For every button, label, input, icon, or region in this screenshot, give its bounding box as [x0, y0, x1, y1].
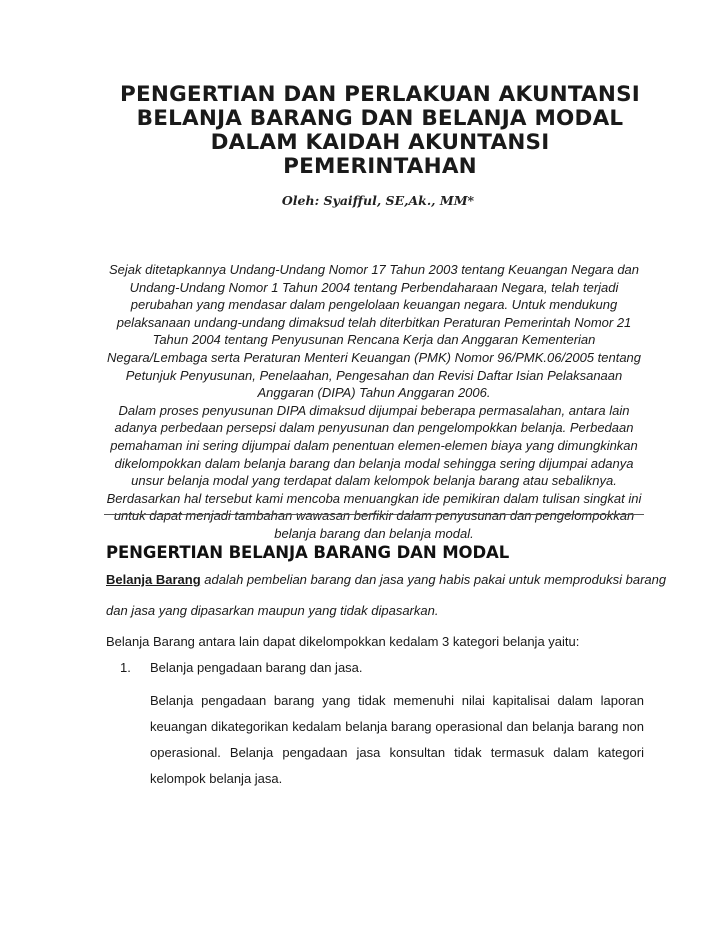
abstract — [104, 261, 644, 543]
definition-line-2: dan jasa yang dipasarkan maupun yang tidak dipasarkan. — [106, 603, 439, 618]
list-item-description: Belanja pengadaan barang yang tidak memenuhi nilai kapitalisai dalam laporan keuangan dikategorikan kedalam belanja barang operasional dan belanja barang non operasional. Belanja pengadaan jasa konsultan tidak termasuk dalam kategori kelompok belanja jasa. — [150, 693, 644, 786]
horizontal-divider — [104, 514, 644, 515]
document-title — [100, 83, 660, 179]
list-item-label: Belanja pengadaan barang dan jasa. — [150, 660, 363, 675]
abstract-paragraph-2: Dalam proses penyusunan DIPA dimaksud dijumpai beberapa permasalahan, antara lain adanya perbedaan persepsi dalam penyusunan dan pengelompokkan belanja. Perbedaan pemahaman ini sering dijumpai dalam penentuan elemen-elemen biaya yang dimungkinkan dikelompokkan dalam belanja barang dan belanja modal sehingga sering dijumpai adanya unsur belanja modal yang terdapat dalam kelompok belanja barang atau sebaliknya. Berdasarkan hal tersebut kami mencoba menuangkan ide pemikiran dalam tulisan singkat ini untuk dapat menjadi tambahan wawasan berfikir dalam penyusunan dan pengelompokkan belanja barang dan belanja modal. — [106, 402, 642, 541]
list-item-number: 1. — [120, 660, 131, 675]
section-heading: PENGERTIAN BELANJA BARANG DAN MODAL — [106, 543, 510, 562]
definition-line-1 — [106, 572, 666, 587]
category-intro: Belanja Barang antara lain dapat dikelompokkan kedalam 3 kategori belanja yaitu: — [106, 634, 580, 649]
title-line-3: DALAM KAIDAH AKUNTANSI — [210, 130, 550, 155]
title-line-2: BELANJA BARANG DAN BELANJA MODAL — [136, 106, 624, 131]
defined-term: Belanja Barang — [106, 572, 201, 587]
author-byline: Oleh: Syaifful, SE,Ak., MM* — [281, 193, 475, 208]
definition-text-1: adalah pembelian barang dan jasa yang habis pakai untuk memproduksi barang — [204, 572, 667, 587]
title-line-4: PEMERINTAHAN — [283, 154, 477, 179]
title-line-1: PENGERTIAN DAN PERLAKUAN AKUNTANSI — [120, 82, 640, 107]
abstract-paragraph-1: Sejak ditetapkannya Undang-Undang Nomor 17 Tahun 2003 tentang Keuangan Negara dan Undang-Undang Nomor 1 Tahun 2004 tentang Perbendaharaan Negara, telah terjadi perubahan yang mendasar dalam pengelolaan keuangan negara. Untuk mendukung pelaksanaan undang-undang dimaksud telah diterbitkan Peraturan Pemerintah Nomor 21 Tahun 2004 tentang Penyusunan Rencana Kerja dan Anggaran Kementerian Negara/Lembaga serta Peraturan Menteri Keuangan (PMK) Nomor 96/PMK.06/2005 tentang Petunjuk Penyusunan, Penelaahan, Pengesahan dan Revisi Daftar Isian Pelaksanaan Anggaran (DIPA) Tahun Anggaran 2006. — [106, 262, 642, 401]
